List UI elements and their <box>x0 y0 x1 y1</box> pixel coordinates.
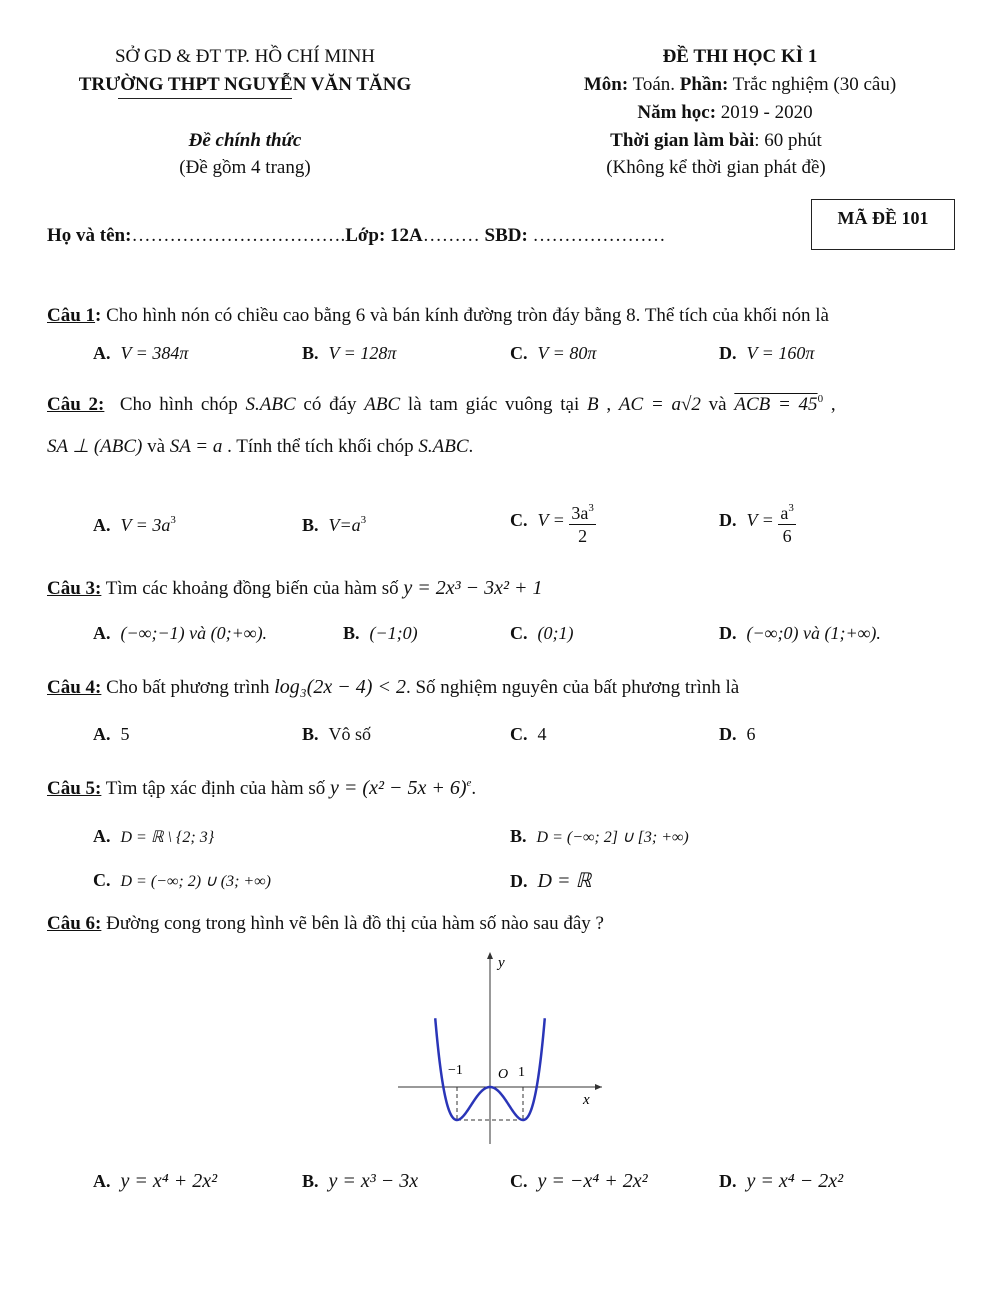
q6-option-a-key: A. <box>93 1171 111 1191</box>
question-4-label: Câu 4: <box>47 677 102 698</box>
question-3-text: Tìm các khoảng đồng biến của hàm số <box>105 578 399 599</box>
q1-option-b-text: V = 128π <box>328 343 397 363</box>
q2-option-c-fraction <box>569 497 596 547</box>
part-label: Phần: <box>675 74 729 95</box>
q1-option-c-key: C. <box>510 343 528 363</box>
origin-label: O <box>498 1067 509 1082</box>
q2-text: Cho hình chóp <box>119 394 238 415</box>
sbd-field[interactable]: ………………… <box>527 225 666 246</box>
q2-option-a-exp: 3 <box>170 514 176 526</box>
sbd-label: SBD: <box>484 225 528 246</box>
q1-option-d-text: V = 160π <box>746 343 815 363</box>
q2-option-c-num: 3a <box>571 503 589 523</box>
q6-option-a-text: y = x⁴ + 2x² <box>120 1170 218 1192</box>
question-5-text: Tìm tập xác định của hàm số <box>105 778 326 799</box>
q2-option-d[interactable] <box>719 497 796 547</box>
q5-option-d[interactable] <box>510 868 591 893</box>
q2-option-c-den: 2 <box>578 526 588 546</box>
q2-option-c-key: C. <box>510 510 528 531</box>
question-4-inequality: log₃(2x − 4) < 2 <box>274 676 406 698</box>
question-5-function: y = (x² − 5x + 6) <box>330 777 467 799</box>
y-axis-label: y <box>498 955 505 971</box>
exam-code-box: MÃ ĐỀ 101 <box>811 199 955 250</box>
q2-perp: SA ⊥ (ABC) <box>47 436 143 457</box>
question-6 <box>47 913 604 935</box>
official-label: Đề chính thức <box>188 130 302 151</box>
q1-option-c-text: V = 80π <box>537 343 597 363</box>
q5-option-d-key: D. <box>510 871 528 891</box>
q6-option-a[interactable] <box>93 1170 217 1193</box>
q5-option-c-text: D = (−∞; 2) ∪ (3; +∞) <box>120 873 271 890</box>
q1-option-b[interactable] <box>302 343 396 364</box>
q6-option-b-key: B. <box>302 1171 319 1191</box>
q4-option-a-key: A. <box>93 724 111 744</box>
q2-option-c[interactable] <box>510 497 596 547</box>
q2-pyramid: S.ABC <box>245 394 296 415</box>
q3-option-d-text: (−∞;0) và (1;+∞). <box>746 623 881 643</box>
q3-option-c-key: C. <box>510 623 528 643</box>
page-count: (Đề gồm 4 trang) <box>179 157 311 178</box>
dept-name: SỞ GD & ĐT TP. HỒ CHÍ MINH <box>114 46 376 67</box>
q2-degree: 0 <box>817 393 824 405</box>
q4-option-d-key: D. <box>719 724 737 744</box>
q1-option-d[interactable] <box>719 343 814 364</box>
subject-line <box>520 74 960 96</box>
q6-option-c-text: y = −x⁴ + 2x² <box>537 1170 648 1192</box>
q6-option-d[interactable] <box>719 1170 843 1193</box>
q3-option-d-key: D. <box>719 623 737 643</box>
q2-text: là tam giác vuông tại <box>407 394 580 415</box>
q1-option-d-key: D. <box>719 343 737 363</box>
year-label: Năm học: <box>637 102 717 123</box>
q3-option-c[interactable] <box>510 623 573 644</box>
question-3-label: Câu 3: <box>47 578 102 599</box>
q2-option-d-den: 6 <box>782 526 792 546</box>
question-5-text: . <box>471 778 477 799</box>
question-1-text: Cho hình nón có chiều cao bằng 6 và bán kính đường tròn đáy bằng 8. Thể tích của khối nón là <box>106 305 829 326</box>
question-4 <box>47 676 739 699</box>
time-line <box>496 130 936 152</box>
tick-label-1: 1 <box>518 1065 525 1080</box>
q2-sa: SA = a <box>169 436 223 457</box>
q6-option-b-text: y = x³ − 3x <box>328 1170 419 1192</box>
question-2-line-1: Câu 2: Cho hình chóp S.ABC có đáy ABC là tam giác vuông tại B , AC = a√2 và ACB = $45^0$ , <box>47 393 836 415</box>
q1-option-a[interactable] <box>93 343 188 364</box>
q2-option-c-exp: 3 <box>588 502 594 514</box>
q3-option-b[interactable] <box>343 623 418 644</box>
y-axis-arrow <box>487 952 493 959</box>
q4-option-a-text: 5 <box>120 724 130 744</box>
q2-option-d-left: V = <box>746 510 774 531</box>
q6-option-d-text: y = x⁴ − 2x² <box>746 1170 844 1192</box>
exam-title: ĐỀ THI HỌC KÌ 1 <box>662 46 818 67</box>
q2-pyramid: S.ABC <box>418 436 469 457</box>
question-1-colon: : <box>95 305 102 326</box>
q5-option-b-text: D = (−∞; 2] ∪ [3; +∞) <box>536 829 689 846</box>
q5-option-c[interactable] <box>93 870 271 891</box>
question-1 <box>47 305 829 327</box>
q2-option-c-left: V = <box>537 510 565 531</box>
question-5 <box>47 777 476 800</box>
q2-option-b-text: V=a <box>328 515 361 535</box>
q4-option-d[interactable] <box>719 724 756 745</box>
question-3-function: y = 2x³ − 3x² + 1 <box>403 577 543 599</box>
q2-text: và <box>147 436 166 457</box>
q3-option-c-text: (0;1) <box>537 623 574 643</box>
time-label: Thời gian làm bài <box>610 130 755 151</box>
q1-option-b-key: B. <box>302 343 319 363</box>
time-note: (Không kể thời gian phát đề) <box>606 157 826 178</box>
q2-base: ABC <box>364 394 401 415</box>
q3-option-a-text: (−∞;−1) và (0;+∞). <box>120 623 268 643</box>
question-5-label: Câu 5: <box>47 778 102 799</box>
q2-option-b[interactable] <box>302 514 366 536</box>
q6-graph <box>390 948 610 1148</box>
q2-angle: ACB = 45 <box>734 394 818 415</box>
q5-option-b[interactable] <box>510 826 689 847</box>
q3-option-d[interactable] <box>719 623 881 644</box>
q2-option-d-exp: 3 <box>788 502 794 514</box>
subject-value: Toán. <box>628 74 676 95</box>
question-2-line-2 <box>47 435 473 458</box>
q6-option-d-key: D. <box>719 1171 737 1191</box>
year-line <box>505 102 945 124</box>
question-3 <box>47 577 543 600</box>
q4-option-c[interactable] <box>510 724 547 745</box>
q5-option-d-text: D = ℝ <box>537 870 592 892</box>
question-2-label: Câu 2: <box>47 394 105 415</box>
question-6-label: Câu 6: <box>47 913 102 934</box>
question-5-exponent: e <box>466 777 472 789</box>
question-1-label: Câu 1 <box>47 305 96 326</box>
q2-ac-length: AC = a√2 <box>618 394 701 415</box>
q5-option-a-text: D = ℝ \ {2; 3} <box>120 829 215 846</box>
question-4-text: Cho bất phương trình <box>106 677 270 698</box>
q6-option-c[interactable] <box>510 1170 648 1193</box>
q3-option-b-key: B. <box>343 623 360 643</box>
class-label: Lớp: 12A <box>345 225 423 246</box>
q5-option-a-key: A. <box>93 826 111 846</box>
school-underline <box>118 98 292 99</box>
q2-option-d-fraction <box>778 497 796 547</box>
q2-option-a[interactable] <box>93 514 176 536</box>
question-6-text: Đường cong trong hình vẽ bên là đồ thị của hàm số nào sau đây ? <box>106 913 604 934</box>
q2-text: có đáy <box>303 394 357 415</box>
q2-option-d-num: a <box>780 503 789 523</box>
q5-option-b-key: B. <box>510 826 527 846</box>
q2-text: và <box>708 394 727 415</box>
class-field[interactable]: ……… <box>422 225 485 246</box>
subject-label: Môn: <box>583 74 629 95</box>
question-4-text: . Số nghiệm nguyên của bất phương trình là <box>405 677 740 698</box>
q1-option-a-text: V = 384π <box>120 343 189 363</box>
time-value: : 60 phút <box>754 130 822 151</box>
q1-option-a-key: A. <box>93 343 111 363</box>
q2-option-d-key: D. <box>719 510 737 531</box>
q3-option-b-text: (−1;0) <box>369 623 418 643</box>
x-axis-arrow <box>595 1084 602 1090</box>
name-label: Họ và tên: <box>47 225 132 246</box>
q2-vertex: B <box>587 394 599 415</box>
q5-option-a[interactable] <box>93 826 214 847</box>
q4-option-d-text: 6 <box>746 724 756 744</box>
q4-option-a[interactable] <box>93 724 130 745</box>
q6-option-c-key: C. <box>510 1171 528 1191</box>
q2-text: . Tính thể tích khối chóp <box>227 436 414 457</box>
q4-option-b[interactable] <box>302 724 371 745</box>
q4-option-c-key: C. <box>510 724 528 744</box>
q4-option-b-key: B. <box>302 724 319 744</box>
q4-option-c-text: 4 <box>537 724 547 744</box>
school-name: TRƯỜNG THPT NGUYỄN VĂN TĂNG <box>78 74 412 95</box>
q6-option-b[interactable] <box>302 1170 418 1193</box>
q3-option-a[interactable] <box>93 623 267 644</box>
year-value: 2019 - 2020 <box>716 102 813 123</box>
q2-option-a-key: A. <box>93 515 111 535</box>
x-axis-label: x <box>583 1092 590 1108</box>
tick-label-neg-1: −1 <box>448 1063 463 1078</box>
q4-option-b-text: Vô số <box>328 724 372 744</box>
q3-option-a-key: A. <box>93 623 111 643</box>
q2-option-b-exp: 3 <box>360 514 367 526</box>
student-info-line <box>47 225 666 247</box>
q2-option-b-key: B. <box>302 515 319 535</box>
name-field[interactable]: ……………………………. <box>131 225 346 246</box>
q2-text: . <box>468 436 474 457</box>
q2-text: , <box>606 394 612 415</box>
part-value: Trắc nghiệm (30 câu) <box>728 74 897 95</box>
q5-option-c-key: C. <box>93 870 111 890</box>
q1-option-c[interactable] <box>510 343 596 364</box>
q2-option-a-text: V = 3a <box>120 515 171 535</box>
